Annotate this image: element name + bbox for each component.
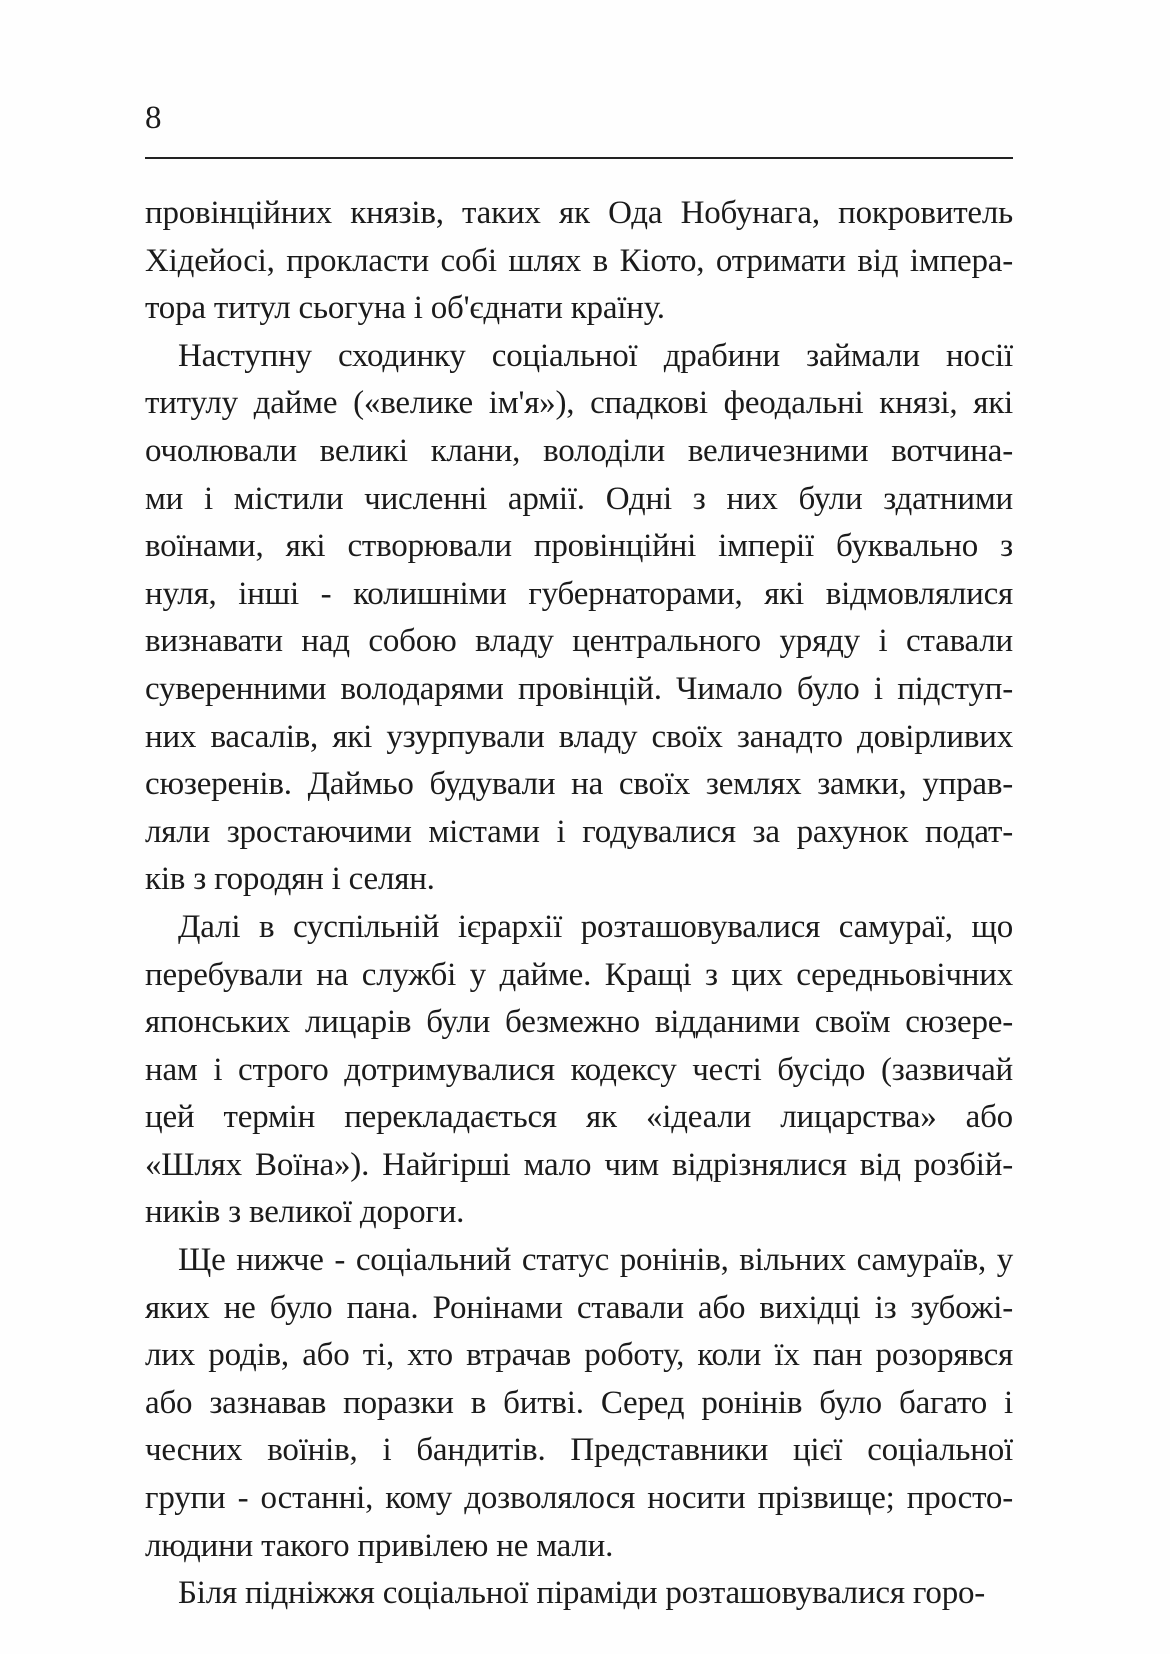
text-line: Хідейосі, прокласти собі шлях в Кіото, отримати від імпера- — [145, 242, 1013, 279]
paragraph — [145, 1570, 1013, 1618]
text-line: Біля підніжжя соціальної піраміди розташовувалися горо- — [178, 1575, 986, 1612]
text-line: сюзеренів. Даймьо будували на своїх землях замки, управ- — [145, 766, 1013, 803]
text-line: суверенними володарями провінцій. Чимало було і підступ- — [145, 670, 1013, 707]
text-line: ків з городян і селян. — [145, 861, 435, 898]
text-line: нуля, інші - колишніми губернаторами, які відмовлялися — [145, 575, 1013, 612]
text-line: воїнами, які створювали провінційні імперії буквально з — [145, 528, 1013, 565]
text-line: ми і містили численні армії. Одні з них були здатними — [145, 480, 1013, 517]
text-line: очолювали великі клани, володіли величезними вотчина- — [145, 432, 1013, 469]
text-line: людини такого привілею не мали. — [145, 1527, 614, 1564]
text-line: тора титул сьогуна і об'єднати країну. — [145, 290, 665, 327]
text-line: ляли зростаючими містами і годувалися за рахунок подат- — [145, 813, 1013, 850]
text-line: чесних воїнів, і бандитів. Представники цієї соціальної — [145, 1432, 1013, 1469]
paragraph — [145, 1237, 1013, 1570]
text-line: них васалів, які узурпували владу своїх занадто довірливих — [145, 718, 1013, 755]
text-line: Наступну сходинку соціальної драбини займали носії — [178, 337, 1013, 374]
text-line: або зазнавав поразки в битві. Серед ронінів було багато і — [145, 1384, 1013, 1421]
paragraph — [145, 333, 1013, 904]
text-line: Ще нижче - соціальний статус ронінів, вільних самураїв, у — [178, 1242, 1013, 1279]
text-line: Далі в суспільній ієрархії розташовувалися самураї, що — [178, 908, 1013, 945]
text-line: яких не було пана. Ронінами ставали або вихідці із зубожі- — [145, 1289, 1013, 1326]
text-line: японських лицарів були безмежно відданими своїм сюзере- — [145, 1004, 1013, 1041]
text-line: перебували на службі у дайме. Кращі з цих середньовічних — [145, 956, 1013, 993]
paragraph — [145, 190, 1013, 333]
text-line: нам і строго дотримувалися кодексу честі бусідо (зазвичай — [145, 1051, 1013, 1088]
text-line: провінційних князів, таких як Ода Нобунага, покровитель — [145, 195, 1013, 231]
text-line: групи - останні, кому дозволялося носити прізвище; просто- — [145, 1480, 1013, 1517]
text-line: титулу дайме («велике ім'я»), спадкові феодальні князі, які — [145, 385, 1013, 422]
text-line: цей термін перекладається як «ідеали лицарства» або — [145, 1099, 1013, 1136]
paragraph — [145, 904, 1013, 1237]
body-text — [145, 190, 1013, 1618]
text-line: ників з великої дороги. — [145, 1194, 465, 1231]
header-rule — [145, 157, 1013, 159]
page-number: 8 — [145, 100, 162, 136]
text-line: визнавати над собою владу центрального уряду і ставали — [145, 623, 1013, 660]
text-line: «Шлях Воїна»). Найгірші мало чим відрізнялися від розбій- — [145, 1146, 1013, 1183]
text-line: лих родів, або ті, хто втрачав роботу, коли їх пан розорявся — [145, 1337, 1013, 1374]
